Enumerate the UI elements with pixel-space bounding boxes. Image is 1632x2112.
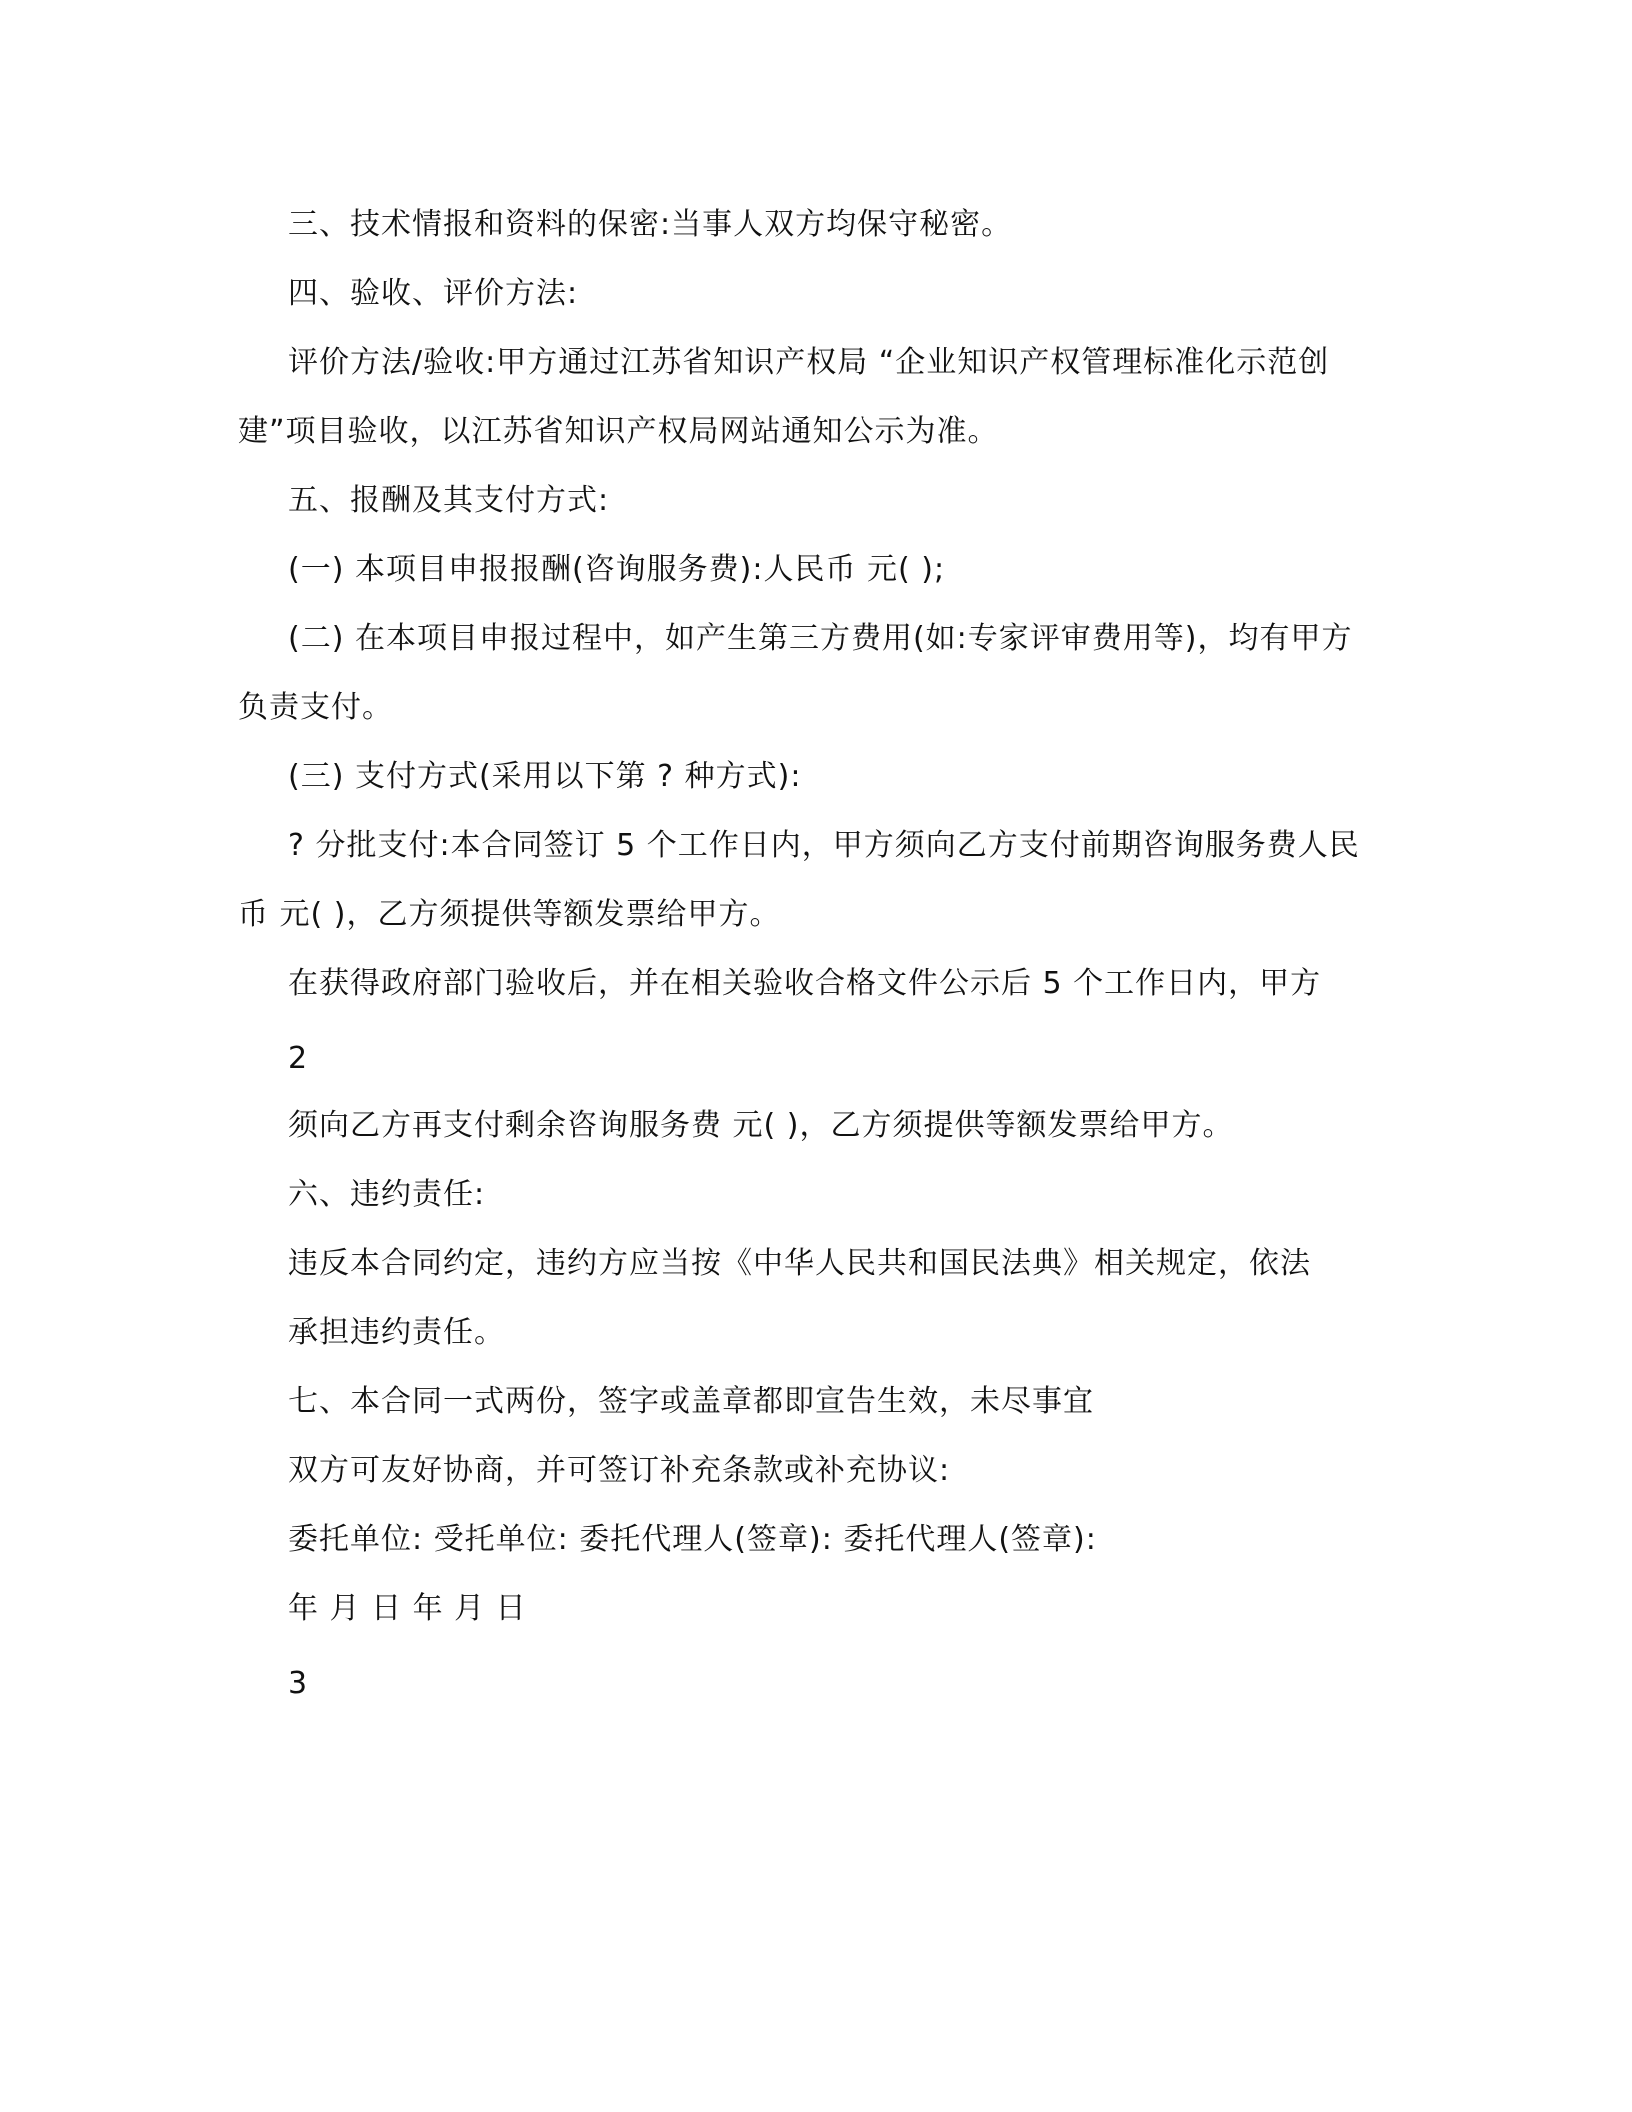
payment-after-acceptance-line-2: 须向乙方再支付剩余咨询服务费 元( )，乙方须提供等额发票给甲方。 xyxy=(288,1108,1234,1143)
clause-5-item-3: (三) 支付方式(采用以下第 ? 种方式): xyxy=(288,759,802,794)
clause-3-confidentiality: 三、技术情报和资料的保密:当事人双方均保守秘密。 xyxy=(288,207,1013,242)
clause-4-text-line-2: 建”项目验收，以江苏省知识产权局网站通知公示为准。 xyxy=(238,414,999,449)
clause-5-item-2-line-1: (二) 在本项目申报过程中，如产生第三方费用(如:专家评审费用等)，均有甲方 xyxy=(288,621,1353,656)
clause-5-heading: 五、报酬及其支付方式: xyxy=(288,483,610,518)
payment-installment-line-1: ? 分批支付:本合同签订 5 个工作日内，甲方须向乙方支付前期咨询服务费人民 xyxy=(288,828,1360,863)
clause-6-text-line-1: 违反本合同约定，违约方应当按《中华人民共和国民法典》相关规定，依法 xyxy=(288,1246,1311,1281)
clause-5-item-1: (一) 本项目申报报酬(咨询服务费):人民币 元( ); xyxy=(288,552,946,587)
clause-5-item-2-line-2: 负责支付。 xyxy=(238,690,393,725)
clause-4-heading: 四、验收、评价方法: xyxy=(288,276,579,311)
clause-7-line-1: 七、本合同一式两份，签字或盖章都即宣告生效，未尽事宜 xyxy=(288,1384,1094,1419)
signature-dates: 年 月 日 年 月 日 xyxy=(288,1591,527,1626)
clause-4-text-line-1: 评价方法/验收:甲方通过江苏省知识产权局 “企业知识产权管理标准化示范创 xyxy=(288,345,1330,380)
clause-6-heading: 六、违约责任: xyxy=(288,1177,486,1212)
clause-6-text-line-2: 承担违约责任。 xyxy=(288,1315,505,1350)
page-number-2: 2 xyxy=(288,1041,308,1076)
page-number-3: 3 xyxy=(288,1666,308,1701)
clause-7-line-2: 双方可友好协商，并可签订补充条款或补充协议: xyxy=(288,1453,951,1488)
payment-installment-line-2: 币 元( )，乙方须提供等额发票给甲方。 xyxy=(238,897,781,932)
payment-after-acceptance-line-1: 在获得政府部门验收后，并在相关验收合格文件公示后 5 个工作日内，甲方 xyxy=(288,966,1322,1001)
signature-parties: 委托单位: 受托单位: 委托代理人(签章): 委托代理人(签章): xyxy=(288,1522,1097,1557)
